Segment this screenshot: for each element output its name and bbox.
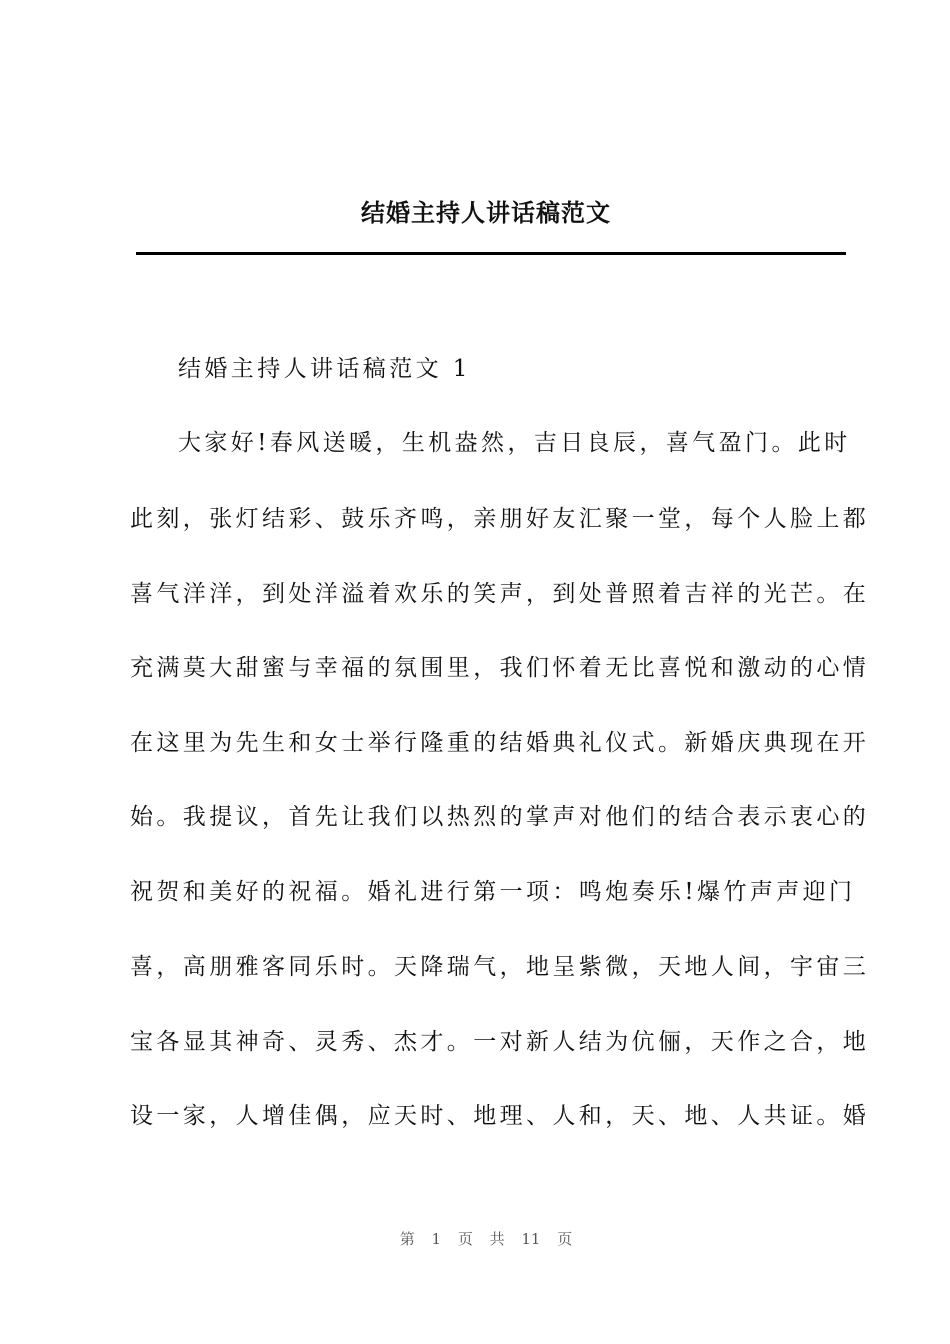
paragraph-line: 喜气洋洋，到处洋溢着欢乐的笑声，到处普照着吉祥的光芒。在 — [130, 581, 870, 607]
paragraph-line: 设一家，人增佳偶，应天时、地理、人和，天、地、人共证。婚 — [130, 1103, 870, 1129]
paragraph-line: 大家好!春风送暖，生机盎然，吉日良辰，喜气盈门。此时 — [178, 430, 851, 456]
paragraph-line: 喜，高朋雅客同乐时。天降瑞气，地呈紫微，天地人间，宇宙三 — [130, 954, 870, 980]
paragraph-line: 宝各显其神奇、灵秀、杰才。一对新人结为伉俪，天作之合，地 — [130, 1029, 870, 1055]
paragraph-line: 始。我提议，首先让我们以热烈的掌声对他们的结合表示衷心的 — [130, 804, 870, 830]
document-title: 结婚主持人讲话稿范文 — [361, 198, 611, 227]
section-heading: 结婚主持人讲话稿范文 1 — [178, 356, 471, 382]
paragraph-line: 在这里为先生和女士举行隆重的结婚典礼仪式。新婚庆典现在开 — [130, 730, 870, 756]
title-divider — [136, 252, 846, 255]
paragraph-line: 此刻，张灯结彩、鼓乐齐鸣，亲朋好友汇聚一堂，每个人脸上都 — [130, 506, 870, 532]
page-number-footer: 第 1 页 共 11 页 — [399, 1230, 573, 1248]
paragraph-line: 充满莫大甜蜜与幸福的氛围里，我们怀着无比喜悦和激动的心情 — [130, 655, 870, 681]
paragraph-line: 祝贺和美好的祝福。婚礼进行第一项：鸣炮奏乐!爆竹声声迎门 — [130, 879, 856, 905]
